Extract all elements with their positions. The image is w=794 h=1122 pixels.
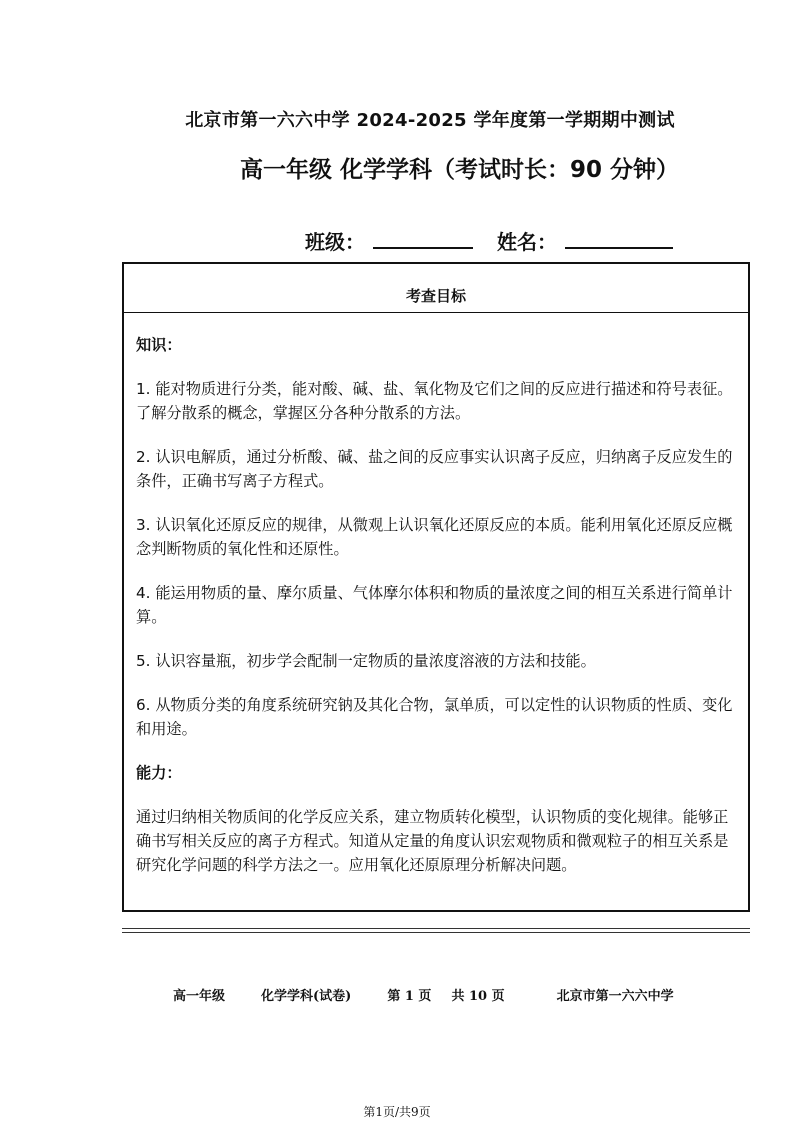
objective-item: 4. 能运用物质的量、摩尔质量、气体摩尔体积和物质的量浓度之间的相互关系进行简单计算。 [136, 584, 733, 626]
objective-item: 1. 能对物质进行分类，能对酸、碱、盐、氧化物及它们之间的反应进行描述和符号表征。了解分散系的概念，掌握区分各种分散系的方法。 [136, 380, 733, 422]
footer-divider-top [122, 928, 750, 929]
page-footer [173, 985, 710, 1004]
name-blank[interactable] [565, 246, 673, 249]
ability-text: 通过归纳相关物质间的化学反应关系，建立物质转化模型，认识物质的变化规律。能够正确书写相关反应的离子方程式。知道从定量的角度认识宏观物质和微观粒子的相互关系是研究化学问题的科学方法之一。应用氧化还原原理分析解决问题。 [136, 808, 729, 874]
objective-item: 6. 从物质分类的角度系统研究钠及其化合物，氯单质，可以定性的认识物质的性质、变化和用途。 [136, 696, 733, 738]
objective-item: 5. 认识容量瓶，初步学会配制一定物质的量浓度溶液的方法和技能。 [136, 652, 596, 670]
objectives-heading: 考查目标 [124, 264, 748, 313]
exam-subtitle: 高一年级 化学学科（考试时长：90 分钟） [240, 157, 680, 183]
footer-grade: 高一年级 [173, 989, 226, 1004]
footer-subject: 化学学科(试卷) [261, 989, 352, 1004]
footer-divider-bottom [122, 932, 750, 933]
class-label: 班级： [305, 230, 365, 254]
exam-title: 北京市第一六六中学 2024-2025 学年度第一学期期中测试 [185, 110, 675, 131]
footer-total: 共 10 页 [451, 989, 505, 1004]
objectives-body [124, 313, 748, 877]
knowledge-label: 知识： [136, 336, 182, 354]
footer-page: 第 1 页 [387, 989, 432, 1004]
class-blank[interactable] [373, 246, 473, 249]
footer-school: 北京市第一六六中学 [556, 989, 674, 1004]
objective-item: 3. 认识氧化还原反应的规律，从微观上认识氧化还原反应的本质。能利用氧化还原反应概念判断物质的氧化性和还原性。 [136, 516, 733, 558]
name-label: 姓名： [497, 230, 557, 254]
page-indicator: 第1页/共9页 [363, 1105, 431, 1119]
student-info [305, 226, 681, 255]
objectives-box [122, 262, 750, 912]
objective-item: 2. 认识电解质，通过分析酸、碱、盐之间的反应事实认识离子反应，归纳离子反应发生的条件，正确书写离子方程式。 [136, 448, 733, 490]
ability-label: 能力： [136, 764, 182, 782]
